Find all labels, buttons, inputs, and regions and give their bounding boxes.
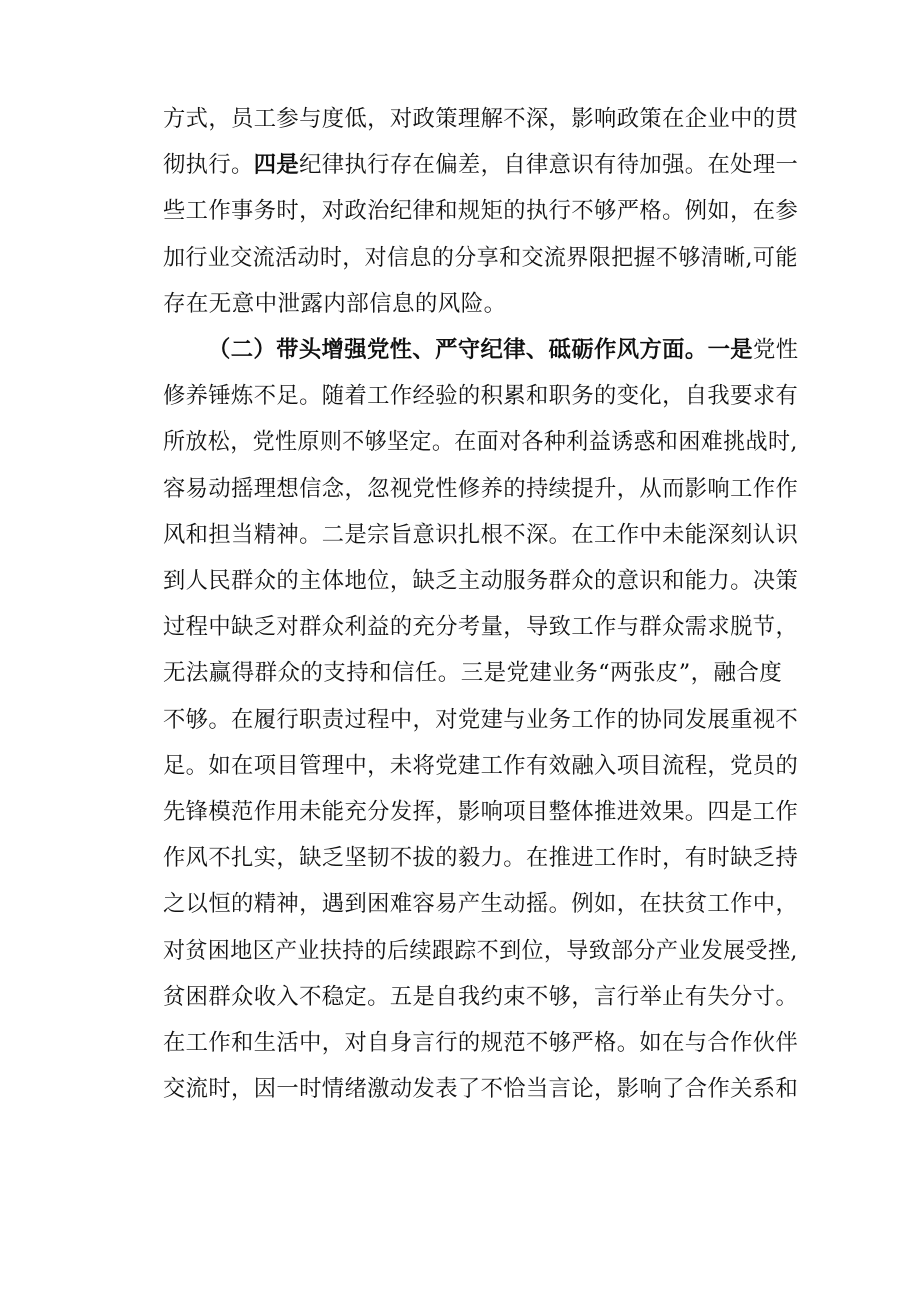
text-line (208, 330, 798, 370)
text-run: 风和担当精神。二是宗旨意识扎根不深。在工作中未能深刻认识 (163, 521, 799, 548)
text-line (163, 284, 507, 324)
text-run: 彻执行。 (163, 152, 254, 179)
text-run: 足。如在项目管理中，未将党建工作有效融入项目流程，党员的 (163, 752, 799, 779)
text-run: 在工作和生活中，对自身言行的规范不够严格。如在与合作伙伴 (163, 1030, 799, 1056)
text-line (163, 1023, 798, 1063)
text-line (163, 515, 798, 555)
text-line (163, 884, 798, 924)
text-run: 对贫困地区产业扶持的后续跟踪不到位，导致部分产业发展受挫, (163, 937, 798, 964)
text-run: 无法赢得群众的支持和信任。三是党建业务“两张皮”，融合度 (163, 660, 783, 687)
text-run: 修养锤炼不足。随着工作经验的积累和职务的变化，自我要求有 (163, 383, 799, 410)
bold-text-run: 四是 (253, 152, 300, 179)
text-line (163, 99, 798, 139)
text-run: 加行业交流活动时，对信息的分享和交流界限把握不够清晰,可能 (163, 244, 798, 271)
text-line (163, 607, 798, 647)
text-line (163, 838, 798, 878)
text-line (163, 931, 798, 971)
text-line (163, 1069, 798, 1109)
bold-text-run: （二）带头增强党性、严守纪律、砥砺作风方面。 (208, 337, 708, 363)
text-run: 交流时，因一时情绪激动发表了不恰当言论，影响了合作关系和 (163, 1076, 799, 1103)
text-line (163, 191, 798, 231)
text-run: 过程中缺乏对群众利益的充分考量，导致工作与群众需求脱节， (163, 614, 799, 641)
bold-text-run: 一是 (707, 337, 754, 363)
text-line (163, 561, 798, 601)
text-line (163, 746, 798, 786)
text-run: 纪律执行存在偏差，自律意识有待加强。在处理一 (299, 152, 799, 179)
text-line (163, 145, 798, 185)
text-run: 党性 (753, 337, 799, 363)
text-run: 所放松，党性原则不够坚定。在面对各种利益诱惑和困难挑战时, (163, 429, 798, 456)
text-run: 之以恒的精神，遇到困难容易产生动摇。例如，在扶贫工作中， (163, 891, 799, 918)
text-run: 存在无意中泄露内部信息的风险。 (163, 290, 507, 317)
text-run: 容易动摇理想信念，忽视党性修养的持续提升，从而影响工作作 (163, 475, 799, 502)
text-run: 到人民群众的主体地位，缺乏主动服务群众的意识和能力。决策 (163, 568, 799, 594)
text-line (163, 238, 798, 278)
text-line (163, 376, 798, 416)
text-run: 不够。在履行职责过程中，对党建与业务工作的协同发展重视不 (163, 706, 799, 733)
text-run: 作风不扎实，缺乏坚韧不拔的毅力。在推进工作时，有时缺乏持 (163, 845, 799, 872)
text-run: 些工作事务时，对政治纪律和规矩的执行不够严格。例如，在参 (163, 198, 799, 225)
text-line (163, 653, 782, 693)
text-line (163, 700, 798, 740)
text-run: 方式，员工参与度低，对政策理解不深，影响政策在企业中的贯 (163, 106, 799, 132)
text-line (163, 422, 798, 462)
text-line (163, 469, 798, 509)
text-line (163, 977, 798, 1017)
text-run: 贫困群众收入不稳定。五是自我约束不够，言行举止有失分寸。 (163, 983, 799, 1010)
text-run: 先锋模范作用未能充分发挥，影响项目整体推进效果。四是工作 (163, 799, 799, 825)
text-line (163, 792, 798, 832)
